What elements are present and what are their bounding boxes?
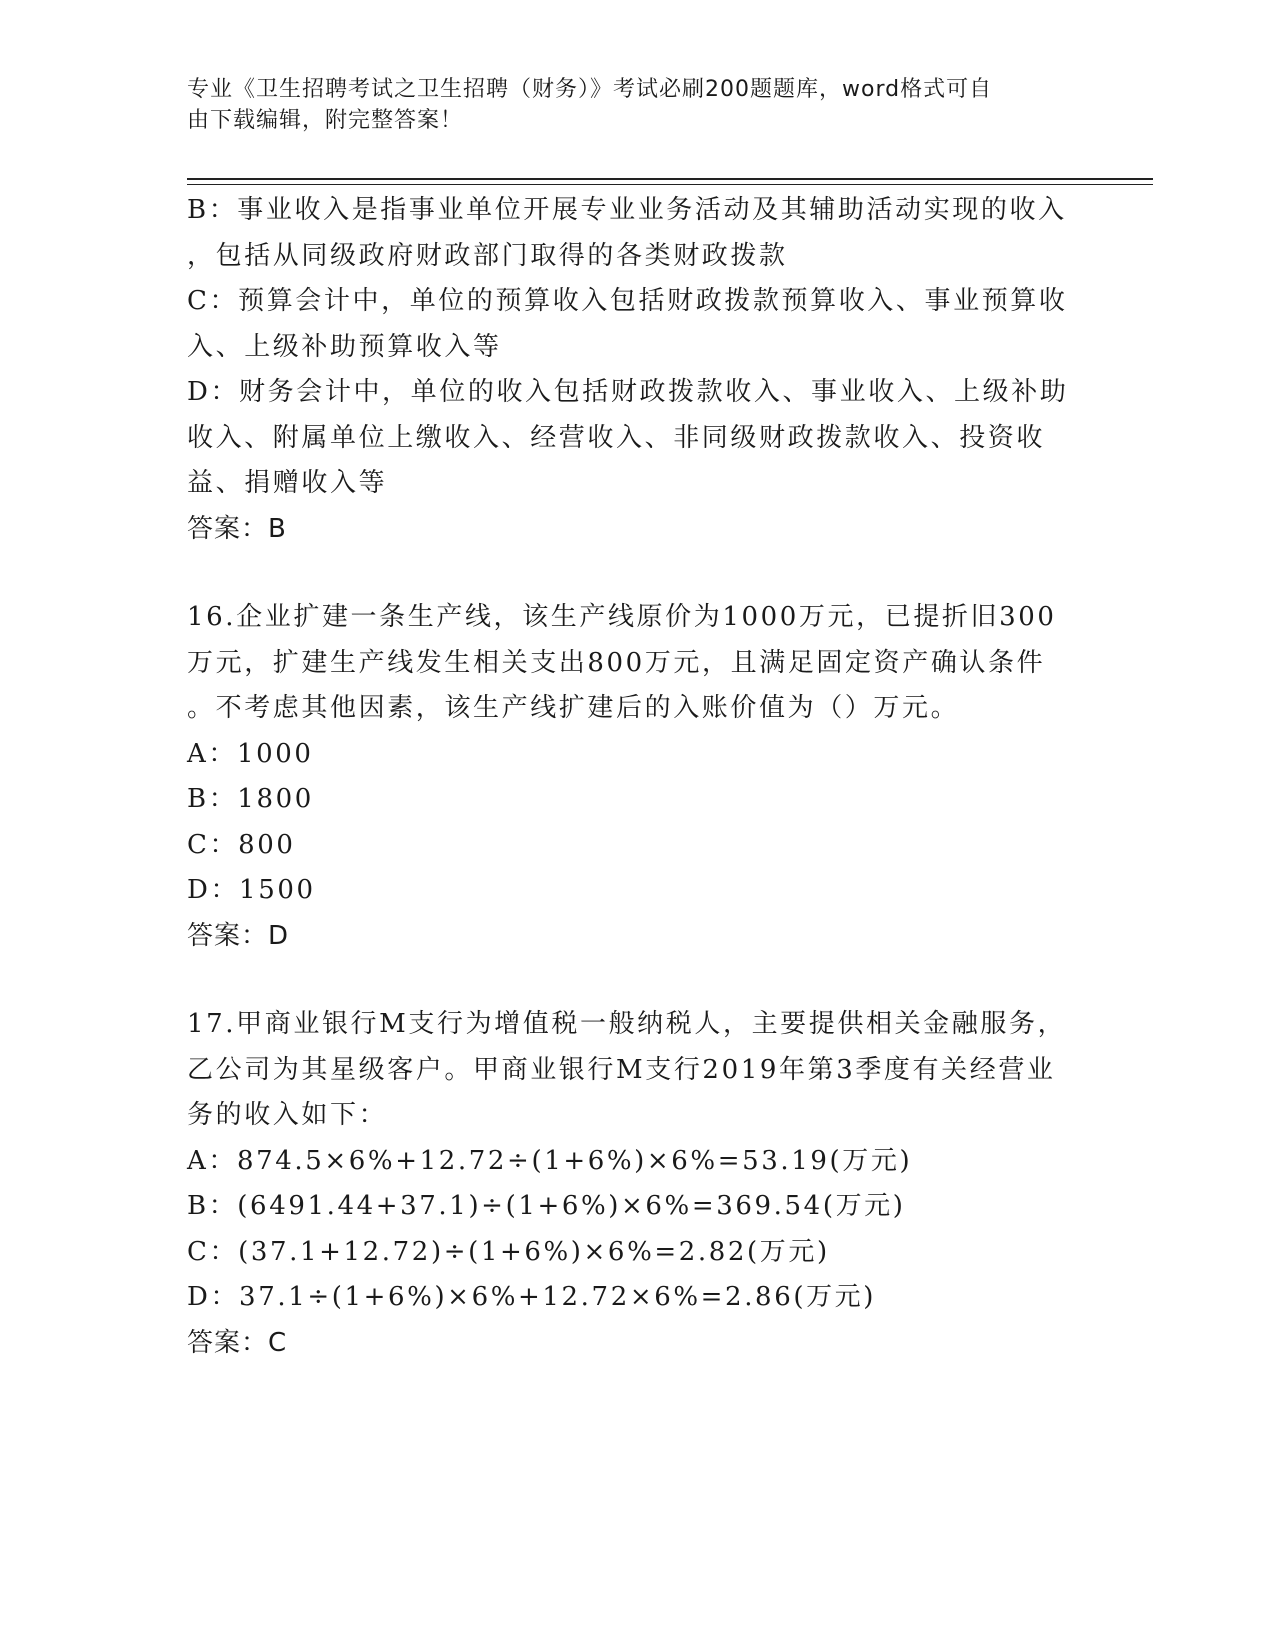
- document-body: [187, 188, 1077, 1366]
- question-16-stem-line-1: 16.企业扩建一条生产线，该生产线原价为1000万元，已提折旧300: [187, 602, 1057, 632]
- question-17-stem-line-3: 务的收入如下：: [187, 1100, 388, 1130]
- answer-17: 答案：C: [187, 1327, 288, 1358]
- question-17-option-b: B：(6491.44+37.1)÷(1+6%)×6%=369.54(万元): [187, 1191, 906, 1221]
- question-17-option-a: A：874.5×6%+12.72÷(1+6%)×6%=53.19(万元): [187, 1145, 913, 1176]
- question-17-option-c: C：(37.1+12.72)÷(1+6%)×6%=2.82(万元): [187, 1236, 830, 1267]
- question-16-option-c: C：800: [187, 829, 296, 860]
- answer-15: 答案：B: [187, 513, 287, 544]
- question-16-option-a: A：1000: [187, 738, 314, 769]
- question-16-option-d: D：1500: [187, 875, 316, 905]
- option-c-line-1: C：预算会计中，单位的预算收入包括财政拨款预算收入、事业预算收: [187, 286, 1068, 316]
- spacer: [187, 959, 1077, 1002]
- question-16-stem-line-3: 。不考虑其他因素，该生产线扩建后的入账价值为（）万元。: [187, 693, 960, 723]
- option-b-line-1: B：事业收入是指事业单位开展专业业务活动及其辅助活动实现的收入: [187, 195, 1067, 225]
- header-line-2: 由下载编辑，附完整答案！: [187, 108, 464, 133]
- option-d-line-1: D：财务会计中，单位的收入包括财政拨款收入、事业收入、上级补助: [187, 377, 1069, 407]
- question-16: [187, 595, 1077, 959]
- option-b-line-2: ，包括从同级政府财政部门取得的各类财政拨款: [187, 240, 788, 271]
- question-17: [187, 1002, 1077, 1366]
- question-17-stem-line-1: 17.甲商业银行M支行为增值税一般纳税人，主要提供相关金融服务，: [187, 1009, 1067, 1039]
- header-rule-thick: [187, 178, 1153, 180]
- spacer: [187, 552, 1077, 595]
- question-17-option-d: D：37.1÷(1+6%)×6%+12.72×6%=2.86(万元): [187, 1282, 877, 1312]
- question-16-stem-line-2: 万元，扩建生产线发生相关支出800万元，且满足固定资产确认条件: [187, 647, 1046, 678]
- question-17-stem-line-2: 乙公司为其星级客户。甲商业银行M支行2019年第3季度有关经营业: [187, 1054, 1056, 1085]
- answer-16: 答案：D: [187, 920, 290, 951]
- header-rule-thin: [187, 184, 1153, 185]
- option-c-line-2: 入、上级补助预算收入等: [187, 331, 502, 362]
- question-15-tail: [187, 188, 1077, 552]
- option-d-line-2: 收入、附属单位上缴收入、经营收入、非同级财政拨款收入、投资收: [187, 422, 1046, 453]
- option-d-line-3: 益、捐赠收入等: [187, 468, 388, 498]
- header-line-1: 专业《卫生招聘考试之卫生招聘（财务）》考试必刷200题题库，word格式可自: [187, 77, 993, 102]
- document-header: [187, 74, 1067, 136]
- question-16-option-b: B：1800: [187, 784, 314, 814]
